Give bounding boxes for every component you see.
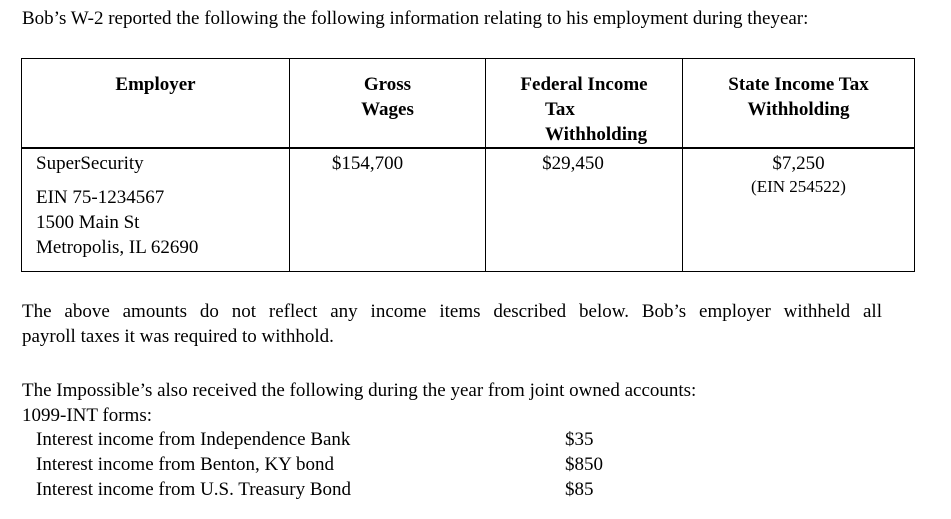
interest-label: Interest income from Independence Bank: [36, 429, 351, 450]
interest-income-list: [36, 427, 645, 502]
employer-cell: [22, 148, 290, 271]
employer-street: 1500 Main St: [36, 212, 140, 233]
table-row: [22, 148, 915, 271]
header-federal-withholding: Federal Income Tax Withholding: [486, 59, 683, 149]
interest-label: Interest income from Benton, KY bond: [36, 454, 334, 475]
list-item: [36, 427, 645, 452]
list-item: [36, 452, 645, 477]
gross-wages-value: $154,700: [331, 153, 404, 174]
interest-amount: $35: [565, 429, 594, 450]
interest-amount: $850: [565, 454, 603, 475]
joint-accounts-paragraph: The Impossible’s also received the following during the year from joint owned accounts: 1099-INT forms:: [22, 380, 697, 426]
header-state-withholding: State Income Tax Withholding: [683, 59, 915, 149]
header-employer: Employer: [22, 59, 290, 149]
employer-name: SuperSecurity: [36, 153, 144, 174]
state-withholding-value: $7,250: [772, 153, 825, 174]
federal-withholding-value: $29,450: [542, 153, 604, 174]
state-withholding-cell: [683, 148, 915, 271]
employer-ein: EIN 75-1234567: [36, 187, 165, 208]
header-gross-wages: Gross Wages: [290, 59, 486, 149]
gross-wages-cell: [290, 148, 486, 271]
intro-text: Bob’s W-2 reported the following the following information relating to his employment during theyear:: [22, 8, 809, 29]
interest-amount: $85: [565, 479, 594, 500]
state-ein: (EIN 254522): [751, 177, 846, 196]
interest-label: Interest income from U.S. Treasury Bond: [36, 479, 352, 500]
withholding-note-paragraph: The above amounts do not reflect any income items described below. Bob’s employer withheld all payroll taxes it was required to withhold.: [22, 301, 882, 347]
employer-city: Metropolis, IL 62690: [36, 237, 199, 258]
w2-table: [21, 58, 915, 272]
table-header-row: [22, 59, 915, 149]
federal-withholding-cell: [486, 148, 683, 271]
list-item: [36, 477, 645, 502]
